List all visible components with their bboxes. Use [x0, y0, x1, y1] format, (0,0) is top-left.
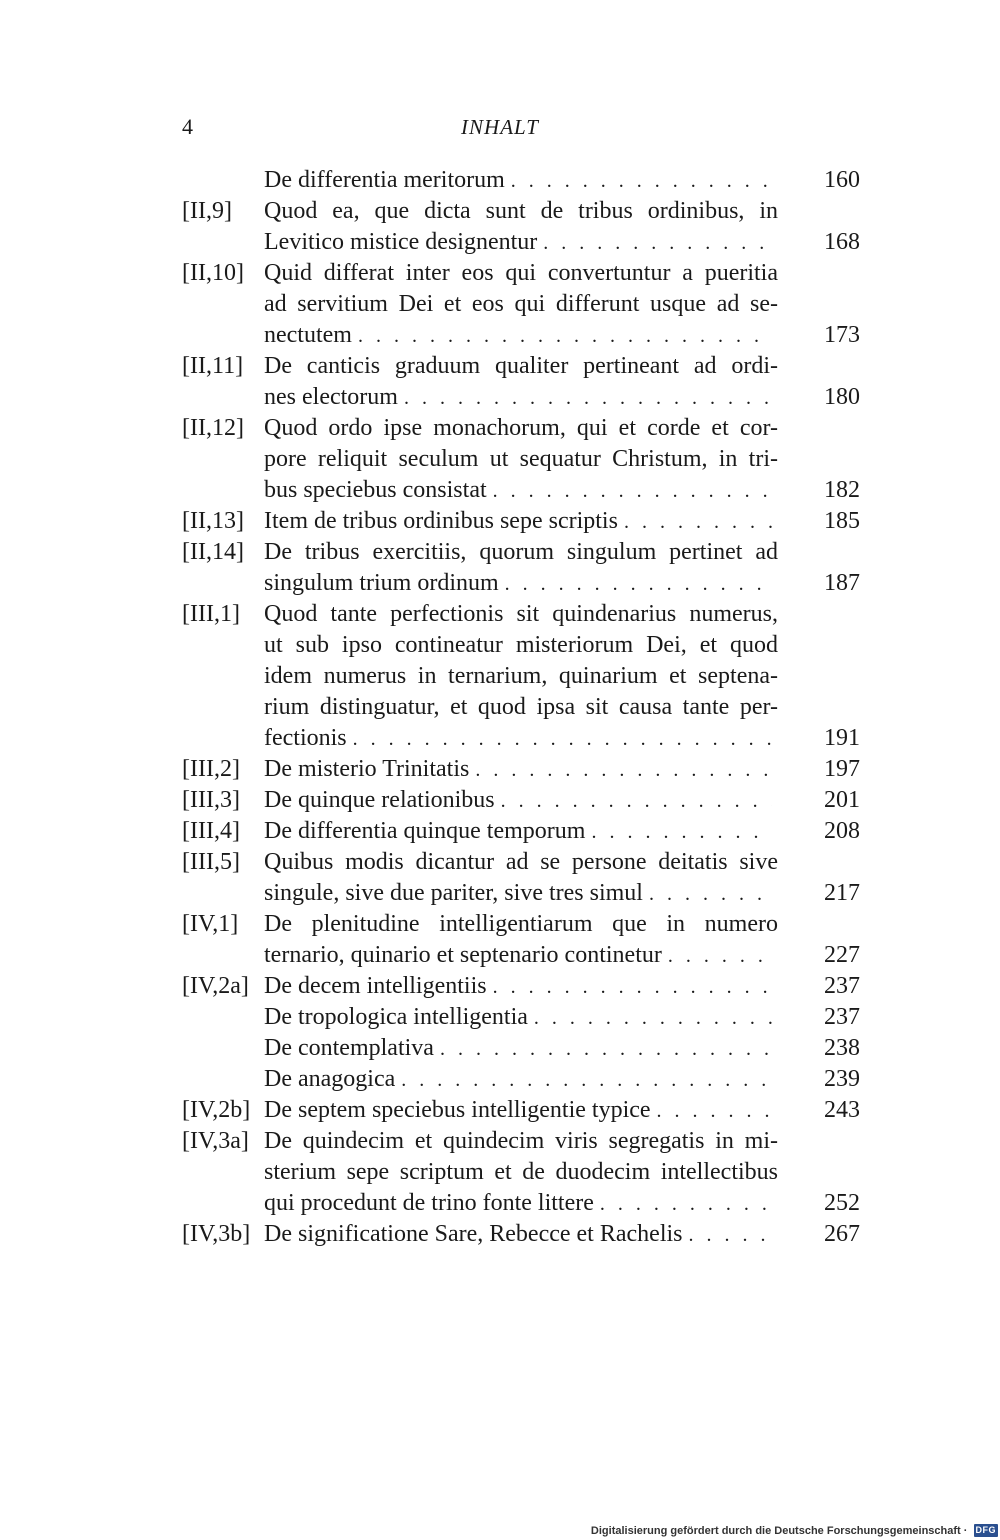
toc-entry-last-line: [264, 382, 860, 413]
toc-entry-title-line: De quinque relationibus: [264, 787, 495, 813]
toc-entry-title-line: De quindecim et quindecim viris segregatis in mi-: [264, 1128, 778, 1154]
toc-entry-page: 239: [824, 1066, 860, 1092]
dot-leader: [624, 507, 772, 538]
toc-entry: [182, 816, 860, 847]
table-of-contents: [182, 165, 860, 1250]
toc-entry-body: [264, 506, 860, 537]
toc-entry-last-line: [264, 1219, 860, 1250]
toc-entry-title-line: singule, sive due pariter, sive tres simul: [264, 880, 643, 906]
toc-entry-title-line: De significatione Sare, Rebecce et Rachelis: [264, 1221, 683, 1247]
toc-entry-body: [264, 1033, 860, 1064]
toc-entry-title-line: Item de tribus ordinibus sepe scriptis: [264, 508, 618, 534]
toc-entry-title-line: Quod ordo ipse monachorum, qui et corde et cor-: [264, 415, 778, 441]
toc-entry: [182, 413, 860, 506]
toc-entry-title-line: Quibus modis dicantur ad se persone deitatis sive: [264, 849, 778, 875]
toc-entry-title-line: De contemplativa: [264, 1035, 434, 1061]
footer-separator: ·: [960, 1524, 971, 1537]
toc-entry-number: [III,3]: [182, 787, 240, 813]
toc-entry: [182, 909, 860, 971]
toc-entry-title-line: nectutem: [264, 322, 352, 348]
toc-entry-title-line: singulum trium ordinum: [264, 570, 499, 596]
toc-entry-last-line: [264, 475, 860, 506]
toc-entry-title-line: ternario, quinario et septenario continetur: [264, 942, 662, 968]
toc-entry-number: [IV,3b]: [182, 1221, 251, 1247]
toc-entry: [182, 785, 860, 816]
toc-entry-body: [264, 351, 860, 413]
toc-entry-page: 208: [824, 818, 860, 844]
toc-entry-last-line: [264, 1064, 860, 1095]
toc-entry-title-line: qui procedunt de trino fonte littere: [264, 1190, 594, 1216]
running-head: INHALT: [461, 115, 539, 139]
toc-entry-page: 168: [824, 229, 860, 255]
dot-leader: [475, 755, 772, 786]
toc-entry-number: [II,10]: [182, 260, 244, 286]
toc-entry-body: [264, 847, 860, 909]
dot-leader: [511, 166, 772, 197]
toc-entry-page: 237: [824, 1004, 860, 1030]
toc-entry-last-line: [264, 227, 860, 258]
toc-entry-page: 237: [824, 973, 860, 999]
toc-entry-page: 180: [824, 384, 860, 410]
toc-entry-last-line: [264, 785, 860, 816]
toc-entry-title-line: De canticis graduum qualiter pertineant ad ordi-: [264, 353, 778, 379]
toc-entry-last-line: [264, 723, 860, 754]
toc-entry: [182, 1126, 860, 1219]
toc-entry-page: 182: [824, 477, 860, 503]
toc-entry: [182, 506, 860, 537]
toc-entry-page: 252: [824, 1190, 860, 1216]
toc-entry-body: [264, 816, 860, 847]
toc-entry-title-line: ut sub ipso contineatur misteriorum Dei, et quod: [264, 632, 778, 658]
toc-entry-number: [II,12]: [182, 415, 244, 441]
toc-entry-title-line: Quod tante perfectionis sit quindenarius numerus,: [264, 601, 778, 627]
page-number: 4: [182, 114, 193, 139]
dot-leader: [404, 383, 772, 414]
toc-entry-number: [IV,2b]: [182, 1097, 251, 1123]
dot-leader: [668, 941, 772, 972]
toc-entry-number: [IV,1]: [182, 911, 239, 937]
toc-entry-title-line: De misterio Trinitatis: [264, 756, 470, 782]
dot-leader: [358, 321, 772, 352]
toc-entry-last-line: [264, 568, 860, 599]
toc-entry-title-line: Quod ea, que dicta sunt de tribus ordinibus, in: [264, 198, 778, 224]
dot-leader: [657, 1096, 772, 1127]
toc-entry-page: 173: [824, 322, 860, 348]
toc-entry-page: 227: [824, 942, 860, 968]
toc-entry-body: [264, 258, 860, 351]
toc-entry-last-line: [264, 1095, 860, 1126]
dot-leader: [440, 1034, 772, 1065]
toc-entry-body: [264, 413, 860, 506]
toc-entry-title-line: De plenitudine intelligentiarum que in numero: [264, 911, 778, 937]
dot-leader: [600, 1189, 772, 1220]
toc-entry-number: [IV,2a]: [182, 973, 249, 999]
toc-entry-title-line: nes electorum: [264, 384, 398, 410]
dot-leader: [689, 1220, 773, 1251]
toc-entry: [182, 599, 860, 754]
toc-entry-number: [III,1]: [182, 601, 240, 627]
toc-entry-body: [264, 785, 860, 816]
toc-entry-last-line: [264, 878, 860, 909]
toc-entry-title-line: De differentia meritorum: [264, 167, 505, 193]
toc-entry-number: [II,13]: [182, 508, 244, 534]
toc-entry-title-line: De tropologica intelligentia: [264, 1004, 528, 1030]
dot-leader: [401, 1065, 772, 1096]
toc-entry-number: [III,2]: [182, 756, 240, 782]
toc-entry-title-line: fectionis: [264, 725, 347, 751]
toc-entry-title-line: Quid differat inter eos qui convertuntur a pueritia: [264, 260, 778, 286]
toc-entry-body: [264, 1219, 860, 1250]
toc-entry-page: 267: [824, 1221, 860, 1247]
toc-entry-body: [264, 537, 860, 599]
toc-entry: [182, 165, 860, 196]
dot-leader: [649, 879, 772, 910]
toc-entry-body: [264, 754, 860, 785]
toc-entry: [182, 537, 860, 599]
toc-entry-last-line: [264, 1033, 860, 1064]
toc-entry-title-line: bus speciebus consistat: [264, 477, 487, 503]
toc-entry-page: 197: [824, 756, 860, 782]
toc-entry-last-line: [264, 816, 860, 847]
toc-entry-number: [II,11]: [182, 353, 244, 379]
toc-entry: [182, 754, 860, 785]
dot-leader: [534, 1003, 772, 1034]
toc-entry-last-line: [264, 754, 860, 785]
toc-entry-body: [264, 1126, 860, 1219]
toc-entry: [182, 1095, 860, 1126]
dot-leader: [543, 228, 772, 259]
toc-entry-last-line: [264, 1188, 860, 1219]
toc-entry: [182, 1033, 860, 1064]
toc-entry: [182, 351, 860, 413]
toc-entry-body: [264, 1064, 860, 1095]
toc-entry-title-line: De anagogica: [264, 1066, 396, 1092]
toc-entry-page: 243: [824, 1097, 860, 1123]
toc-entry-page: 187: [824, 570, 860, 596]
digitization-footer: [591, 1524, 998, 1537]
toc-entry-body: [264, 971, 860, 1002]
toc-entry-title-line: ad servitium Dei et eos qui differunt usque ad se-: [264, 291, 778, 317]
toc-entry-last-line: [264, 940, 860, 971]
toc-entry-title-line: De tribus exercitiis, quorum singulum pertinet ad: [264, 539, 778, 565]
toc-entry-body: [264, 196, 860, 258]
toc-entry-last-line: [264, 971, 860, 1002]
toc-entry-title-line: De decem intelligentiis: [264, 973, 487, 999]
toc-entry-body: [264, 599, 860, 754]
toc-entry: [182, 196, 860, 258]
dot-leader: [591, 817, 772, 848]
toc-entry-title-line: sterium sepe scriptum et de duodecim intellectibus: [264, 1159, 778, 1185]
dot-leader: [493, 972, 772, 1003]
dot-leader: [501, 786, 772, 817]
toc-entry-title-line: De differentia quinque temporum: [264, 818, 586, 844]
toc-entry-last-line: [264, 165, 860, 196]
toc-entry: [182, 971, 860, 1002]
toc-entry-number: [III,4]: [182, 818, 240, 844]
toc-entry-body: [264, 165, 860, 196]
toc-entry-last-line: [264, 1002, 860, 1033]
toc-entry-title-line: pore reliquit seculum ut sequatur Christum, in tri-: [264, 446, 778, 472]
toc-entry: [182, 1064, 860, 1095]
footer-text: Digitalisierung gefördert durch die Deutsche Forschungsgemeinschaft: [590, 1524, 961, 1537]
toc-entry-number: [II,14]: [182, 539, 244, 565]
toc-entry-page: 191: [824, 725, 860, 751]
toc-entry: [182, 847, 860, 909]
toc-entry: [182, 1002, 860, 1033]
dfg-logo: DFG: [975, 1525, 996, 1535]
toc-entry-last-line: [264, 506, 860, 537]
toc-entry: [182, 258, 860, 351]
toc-entry-body: [264, 1002, 860, 1033]
toc-entry-body: [264, 909, 860, 971]
toc-entry-number: [II,9]: [182, 198, 232, 224]
toc-entry-page: 160: [824, 167, 860, 193]
toc-entry-title-line: Levitico mistice designentur: [264, 229, 538, 255]
toc-entry-page: 185: [824, 508, 860, 534]
toc-entry-page: 238: [824, 1035, 860, 1061]
dot-leader: [493, 476, 772, 507]
toc-entry-body: [264, 1095, 860, 1126]
dot-leader: [505, 569, 772, 600]
toc-entry: [182, 1219, 860, 1250]
toc-entry-page: 217: [824, 880, 860, 906]
toc-entry-last-line: [264, 320, 860, 351]
toc-entry-number: [III,5]: [182, 849, 240, 875]
toc-entry-title-line: De septem speciebus intelligentie typice: [264, 1097, 651, 1123]
dot-leader: [353, 724, 772, 755]
toc-entry-page: 201: [824, 787, 860, 813]
toc-entry-number: [IV,3a]: [182, 1128, 249, 1154]
toc-entry-title-line: rium distinguatur, et quod ipsa sit causa tante per-: [264, 694, 778, 720]
toc-entry-title-line: idem numerus in ternarium, quinarium et septena-: [264, 663, 778, 689]
